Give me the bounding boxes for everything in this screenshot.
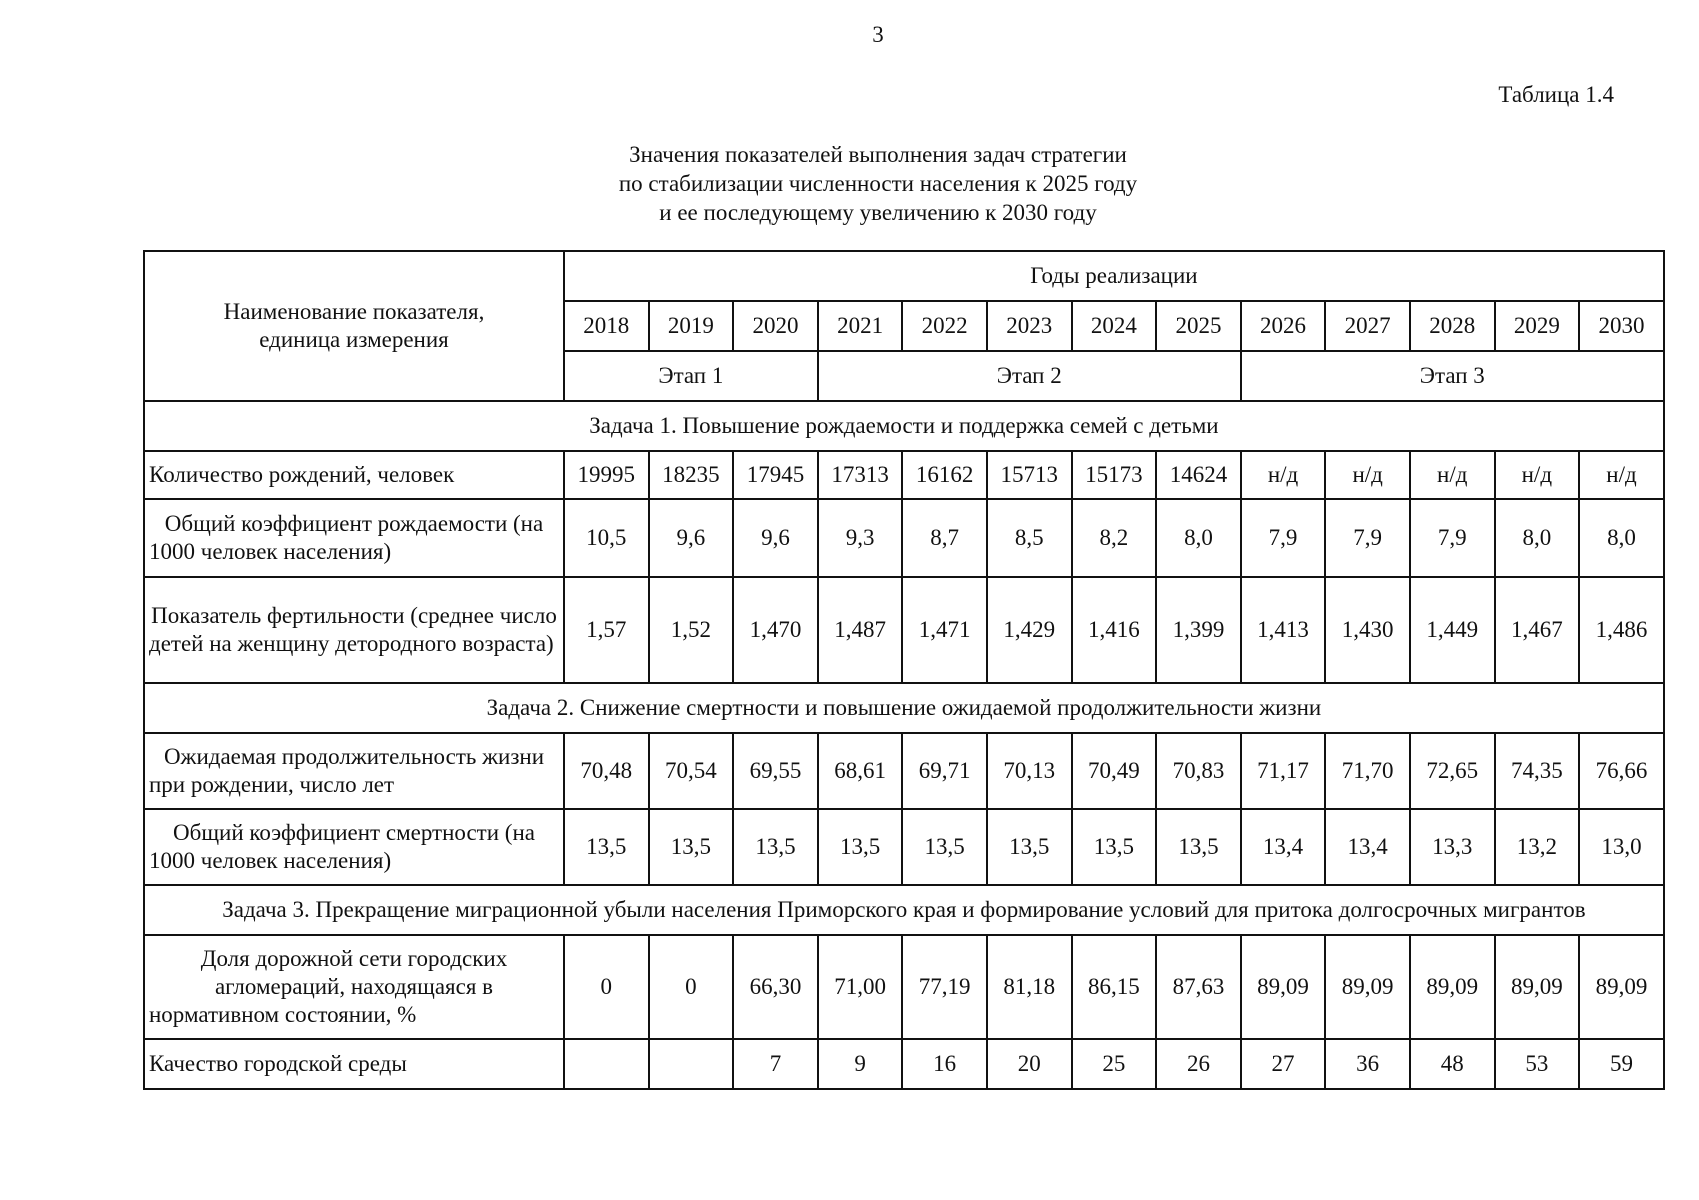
indicator-value: 1,470 — [733, 577, 818, 683]
indicator-value: 13,5 — [987, 809, 1072, 885]
section-title: Задача 2. Снижение смертности и повышение ожидаемой продолжительности жизни — [144, 683, 1664, 733]
indicator-value: н/д — [1410, 451, 1495, 499]
page-number: 3 — [872, 22, 884, 47]
indicator-value: н/д — [1241, 451, 1326, 499]
indicator-value: 48 — [1410, 1039, 1495, 1089]
indicator-value: 13,4 — [1241, 809, 1326, 885]
indicator-value: 7,9 — [1325, 499, 1410, 577]
title-line: Значения показателей выполнения задач стратегии — [629, 142, 1127, 167]
indicator-value: 15713 — [987, 451, 1072, 499]
indicator-value: н/д — [1325, 451, 1410, 499]
header-year: 2024 — [1072, 301, 1157, 351]
indicator-value: 1,486 — [1579, 577, 1664, 683]
indicator-value — [649, 1039, 734, 1089]
indicator-value: 1,449 — [1410, 577, 1495, 683]
indicator-name: Показатель фертильности (среднее число детей на женщину детородного возраста) — [144, 577, 564, 683]
indicator-value: 13,3 — [1410, 809, 1495, 885]
indicator-value: 70,48 — [564, 733, 649, 809]
indicator-value: 13,5 — [818, 809, 903, 885]
indicator-value: 27 — [1241, 1039, 1326, 1089]
indicator-value: 7 — [733, 1039, 818, 1089]
indicator-value: 9,3 — [818, 499, 903, 577]
indicator-value: 26 — [1156, 1039, 1241, 1089]
indicator-value: 8,0 — [1156, 499, 1241, 577]
header-years-label: Годы реализации — [564, 251, 1664, 301]
indicator-value: 19995 — [564, 451, 649, 499]
indicator-value: 70,54 — [649, 733, 734, 809]
indicator-value: 17945 — [733, 451, 818, 499]
indicator-value: 7,9 — [1410, 499, 1495, 577]
indicator-value: 89,09 — [1410, 935, 1495, 1039]
indicator-value: 70,49 — [1072, 733, 1157, 809]
header-year: 2030 — [1579, 301, 1664, 351]
indicator-name: Количество рождений, человек — [144, 451, 564, 499]
indicator-value: 74,35 — [1495, 733, 1580, 809]
title-line: по стабилизации численности населения к 2025 году — [618, 171, 1138, 196]
indicator-name: Доля дорожной сети городских агломераций, находящаяся в нормативном состоянии, % — [144, 935, 564, 1039]
indicator-value: 9 — [818, 1039, 903, 1089]
indicator-value: 89,09 — [1241, 935, 1326, 1039]
title-line: и ее последующему увеличению к 2030 году — [659, 200, 1097, 225]
table-title — [0, 140, 1699, 227]
indicator-value: 16 — [902, 1039, 987, 1089]
indicator-value: 0 — [649, 935, 734, 1039]
indicator-value: 13,5 — [902, 809, 987, 885]
header-name-line: единица измерения — [259, 327, 449, 352]
indicator-value: 89,09 — [1579, 935, 1664, 1039]
indicator-value: 13,5 — [1072, 809, 1157, 885]
indicator-value: 1,57 — [564, 577, 649, 683]
indicator-value: 66,30 — [733, 935, 818, 1039]
indicator-value: 1,413 — [1241, 577, 1326, 683]
section-row — [144, 683, 1664, 733]
indicator-value: 53 — [1495, 1039, 1580, 1089]
indicator-value: 8,0 — [1495, 499, 1580, 577]
indicator-value: 9,6 — [649, 499, 734, 577]
stage-1: Этап 1 — [564, 351, 818, 401]
indicator-value: 1,467 — [1495, 577, 1580, 683]
table-label: Таблица 1.4 — [1498, 82, 1614, 107]
indicator-name: Общий коэффициент рождаемости (на 1000 человек населения) — [144, 499, 564, 577]
indicator-value: 1,52 — [649, 577, 734, 683]
indicator-value: 7,9 — [1241, 499, 1326, 577]
table-row — [144, 499, 1664, 577]
header-year: 2023 — [987, 301, 1072, 351]
header-year: 2019 — [649, 301, 734, 351]
indicator-value: 8,0 — [1579, 499, 1664, 577]
indicator-value: 87,63 — [1156, 935, 1241, 1039]
indicator-value: 13,5 — [1156, 809, 1241, 885]
stage-3: Этап 3 — [1241, 351, 1664, 401]
indicator-value: 14624 — [1156, 451, 1241, 499]
indicator-value: 0 — [564, 935, 649, 1039]
indicators-table — [143, 250, 1665, 1090]
section-row — [144, 885, 1664, 935]
section-title: Задача 1. Повышение рождаемости и поддержка семей с детьми — [144, 401, 1664, 451]
indicator-value: 20 — [987, 1039, 1072, 1089]
header-year: 2025 — [1156, 301, 1241, 351]
indicator-value: 69,55 — [733, 733, 818, 809]
indicator-value: н/д — [1579, 451, 1664, 499]
header-name-line: Наименование показателя, — [223, 299, 485, 324]
indicator-value: 1,487 — [818, 577, 903, 683]
indicator-value: 70,13 — [987, 733, 1072, 809]
indicator-value: 8,2 — [1072, 499, 1157, 577]
table-row — [144, 935, 1664, 1039]
indicator-value: 89,09 — [1495, 935, 1580, 1039]
indicator-value: 72,65 — [1410, 733, 1495, 809]
header-year: 2027 — [1325, 301, 1410, 351]
indicator-value: 13,4 — [1325, 809, 1410, 885]
indicator-value: 15173 — [1072, 451, 1157, 499]
indicator-value: 71,17 — [1241, 733, 1326, 809]
indicator-value: 81,18 — [987, 935, 1072, 1039]
indicator-value: 16162 — [902, 451, 987, 499]
indicator-value: 69,71 — [902, 733, 987, 809]
indicator-value: 10,5 — [564, 499, 649, 577]
header-year: 2028 — [1410, 301, 1495, 351]
indicator-value: 36 — [1325, 1039, 1410, 1089]
header-indicator-name — [144, 251, 564, 401]
indicator-value: 13,5 — [564, 809, 649, 885]
table-row — [144, 733, 1664, 809]
section-title: Задача 3. Прекращение миграционной убыли населения Приморского края и формирование условий для притока долгосрочных мигрантов — [144, 885, 1664, 935]
indicator-value: 86,15 — [1072, 935, 1157, 1039]
indicator-value: 1,471 — [902, 577, 987, 683]
indicator-value: 1,430 — [1325, 577, 1410, 683]
indicator-value: 8,5 — [987, 499, 1072, 577]
header-year: 2022 — [902, 301, 987, 351]
indicator-value: 9,6 — [733, 499, 818, 577]
header-year: 2018 — [564, 301, 649, 351]
indicator-value: 13,2 — [1495, 809, 1580, 885]
indicator-value: 71,00 — [818, 935, 903, 1039]
indicator-value: 1,429 — [987, 577, 1072, 683]
indicator-name: Общий коэффициент смертности (на 1000 человек населения) — [144, 809, 564, 885]
indicator-value: 70,83 — [1156, 733, 1241, 809]
indicator-value: 8,7 — [902, 499, 987, 577]
indicator-name: Качество городской среды — [144, 1039, 564, 1089]
indicator-value: н/д — [1495, 451, 1580, 499]
header-year: 2021 — [818, 301, 903, 351]
table-row — [144, 451, 1664, 499]
table-row — [144, 577, 1664, 683]
indicator-value: 68,61 — [818, 733, 903, 809]
header-year: 2026 — [1241, 301, 1326, 351]
indicator-value: 59 — [1579, 1039, 1664, 1089]
indicator-value: 77,19 — [902, 935, 987, 1039]
indicator-value: 18235 — [649, 451, 734, 499]
indicator-value: 17313 — [818, 451, 903, 499]
table-row — [144, 809, 1664, 885]
indicator-name: Ожидаемая продолжительность жизни при рождении, число лет — [144, 733, 564, 809]
section-row — [144, 401, 1664, 451]
table-row — [144, 1039, 1664, 1089]
header-year: 2020 — [733, 301, 818, 351]
indicator-value: 25 — [1072, 1039, 1157, 1089]
indicator-value: 76,66 — [1579, 733, 1664, 809]
header-year: 2029 — [1495, 301, 1580, 351]
stage-2: Этап 2 — [818, 351, 1241, 401]
indicator-value — [564, 1039, 649, 1089]
indicator-value: 71,70 — [1325, 733, 1410, 809]
indicator-value: 13,5 — [649, 809, 734, 885]
indicator-value: 1,399 — [1156, 577, 1241, 683]
indicator-value: 1,416 — [1072, 577, 1157, 683]
indicator-value: 89,09 — [1325, 935, 1410, 1039]
indicator-value: 13,0 — [1579, 809, 1664, 885]
indicator-value: 13,5 — [733, 809, 818, 885]
